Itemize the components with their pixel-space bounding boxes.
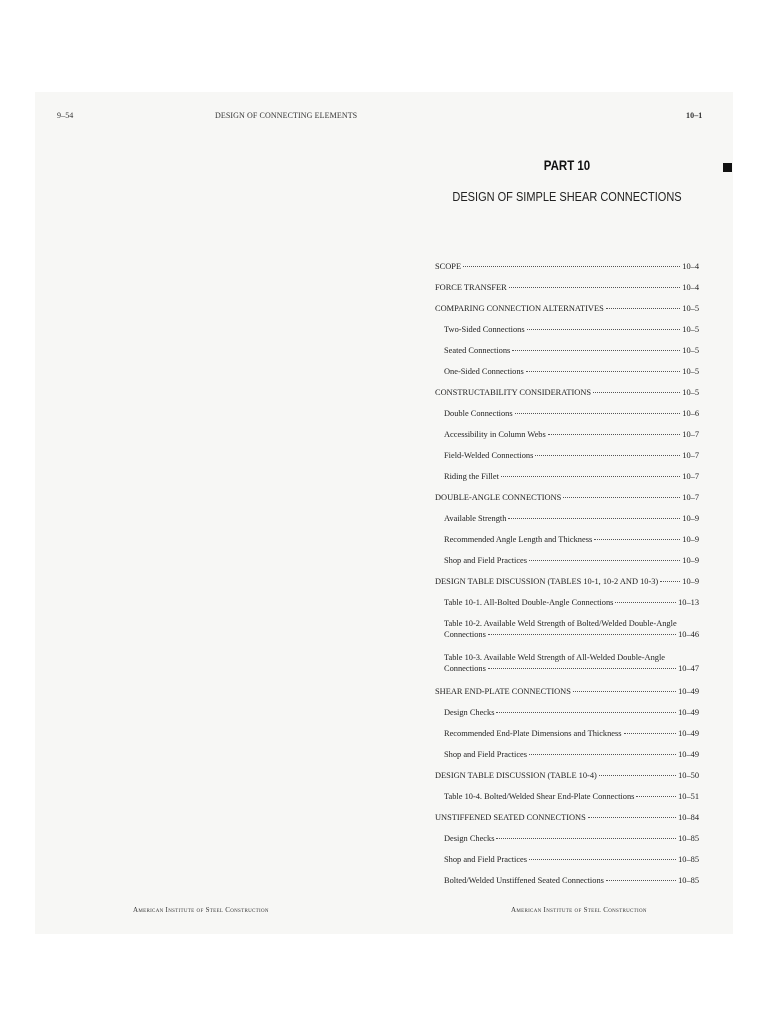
toc-entry-label: One-Sided Connections xyxy=(444,367,524,376)
toc-dot-leader xyxy=(615,602,676,603)
toc-entry[interactable] xyxy=(435,852,699,873)
toc-entry[interactable] xyxy=(435,595,699,616)
toc-page-number: 10–7 xyxy=(682,472,699,481)
toc-page-number: 10–85 xyxy=(678,855,699,864)
toc-page-number: 10–46 xyxy=(678,630,699,639)
toc-page-number: 10–49 xyxy=(678,729,699,738)
toc-entry-label: Bolted/Welded Unstiffened Seated Connections xyxy=(444,876,604,885)
toc-entry-label: Seated Connections xyxy=(444,346,511,355)
toc-page-number: 10–85 xyxy=(678,834,699,843)
toc-dot-leader xyxy=(529,859,676,860)
toc-dot-leader xyxy=(529,754,676,755)
toc-entry-label: DESIGN TABLE DISCUSSION (TABLE 10-4) xyxy=(435,771,597,780)
toc-dot-leader xyxy=(624,733,677,734)
toc-page-number: 10–6 xyxy=(682,409,699,418)
toc-entry[interactable] xyxy=(435,364,699,385)
toc-entry[interactable] xyxy=(435,684,699,705)
toc-entry[interactable] xyxy=(435,873,699,894)
toc-dot-leader xyxy=(488,668,676,669)
toc-entry-label: CONSTRUCTABILITY CONSIDERATIONS xyxy=(435,388,592,397)
toc-entry-label: COMPARING CONNECTION ALTERNATIVES xyxy=(435,304,604,313)
toc-entry[interactable] xyxy=(435,747,699,768)
toc-page-number: 10–7 xyxy=(682,451,699,460)
toc-dot-leader xyxy=(573,691,676,692)
toc-dot-leader xyxy=(496,712,676,713)
toc-dot-leader xyxy=(535,455,680,456)
right-page-number: 10–1 xyxy=(686,111,703,120)
toc-dot-leader xyxy=(527,329,681,330)
toc-dot-leader xyxy=(496,838,676,839)
toc-entry[interactable] xyxy=(435,616,699,650)
toc-dot-leader xyxy=(636,796,676,797)
toc-entry[interactable] xyxy=(435,343,699,364)
toc-entry[interactable] xyxy=(435,726,699,747)
toc-dot-leader xyxy=(515,413,681,414)
toc-dot-leader xyxy=(593,392,680,393)
toc-entry-label: Shop and Field Practices xyxy=(444,855,528,864)
toc-entry-label: Recommended End-Plate Dimensions and Thickness xyxy=(444,729,622,738)
toc-entry-label-continued: Connections xyxy=(444,630,486,639)
toc-entry[interactable] xyxy=(435,574,699,595)
toc-page-number: 10–50 xyxy=(678,771,699,780)
toc-dot-leader xyxy=(563,497,680,498)
toc-entry[interactable] xyxy=(435,301,699,322)
toc-entry[interactable] xyxy=(435,427,699,448)
toc-dot-leader xyxy=(606,880,676,881)
toc-dot-leader xyxy=(594,539,680,540)
toc-entry-label: Available Strength xyxy=(444,514,507,523)
toc-dot-leader xyxy=(606,308,680,309)
toc-entry[interactable] xyxy=(435,322,699,343)
toc-entry[interactable] xyxy=(435,650,699,684)
toc-dot-leader xyxy=(529,560,680,561)
toc-entry[interactable] xyxy=(435,768,699,789)
left-running-head: DESIGN OF CONNECTING ELEMENTS xyxy=(215,111,358,120)
left-page-number: 9–54 xyxy=(57,111,74,120)
toc-entry-label: Two-Sided Connections xyxy=(444,325,525,334)
toc-page-number: 10–51 xyxy=(678,792,699,801)
toc-dot-leader xyxy=(508,518,680,519)
toc-page-number: 10–7 xyxy=(682,430,699,439)
toc-page-number: 10–5 xyxy=(682,388,699,397)
toc-page-number: 10–13 xyxy=(678,598,699,607)
toc-page-number: 10–9 xyxy=(682,556,699,565)
toc-entry-label: Shop and Field Practices xyxy=(444,750,528,759)
toc-entry[interactable] xyxy=(435,385,699,406)
toc-page-number: 10–4 xyxy=(682,262,699,271)
toc-entry[interactable] xyxy=(435,448,699,469)
toc-dot-leader xyxy=(588,817,676,818)
toc-dot-leader xyxy=(509,287,680,288)
left-footer: American Institute of Steel Construction xyxy=(133,906,269,914)
right-footer: American Institute of Steel Construction xyxy=(511,906,647,914)
toc-entry[interactable] xyxy=(435,469,699,490)
toc-page-number: 10–85 xyxy=(678,876,699,885)
toc-entry-label: Design Checks xyxy=(444,834,495,843)
toc-page-number: 10–84 xyxy=(678,813,699,822)
toc-page-number: 10–9 xyxy=(682,535,699,544)
toc-dot-leader xyxy=(599,775,676,776)
toc-page-number: 10–5 xyxy=(682,346,699,355)
toc-dot-leader xyxy=(660,581,680,582)
toc-entry-label: Recommended Angle Length and Thickness xyxy=(444,535,593,544)
toc-entry-label: Table 10-2. Available Weld Strength of Bolted/Welded Double-Angle xyxy=(444,619,677,628)
toc-entry[interactable] xyxy=(435,511,699,532)
toc-entry[interactable] xyxy=(435,406,699,427)
toc-page-number: 10–7 xyxy=(682,493,699,502)
toc-entry-label: DESIGN TABLE DISCUSSION (TABLES 10-1, 10-2 AND 10-3) xyxy=(435,577,659,586)
toc-entry[interactable] xyxy=(435,789,699,810)
toc-dot-leader xyxy=(463,266,680,267)
toc-page-number: 10–5 xyxy=(682,325,699,334)
toc-page-number: 10–49 xyxy=(678,708,699,717)
toc-entry[interactable] xyxy=(435,259,699,280)
toc-entry-label: Riding the Fillet xyxy=(444,472,499,481)
toc-page-number: 10–47 xyxy=(678,664,699,673)
toc-entry-label: DOUBLE-ANGLE CONNECTIONS xyxy=(435,493,562,502)
toc-entry[interactable] xyxy=(435,553,699,574)
section-marker-square xyxy=(723,163,732,172)
toc-dot-leader xyxy=(526,371,680,372)
toc-entry[interactable] xyxy=(435,490,699,511)
toc-page-number: 10–5 xyxy=(682,304,699,313)
toc-page-number: 10–4 xyxy=(682,283,699,292)
part-subtitle: DESIGN OF SIMPLE SHEAR CONNECTIONS xyxy=(452,190,682,204)
toc-entry[interactable] xyxy=(435,705,699,726)
toc-entry-label: Accessibility in Column Webs xyxy=(444,430,546,439)
toc-entry-label: SHEAR END-PLATE CONNECTIONS xyxy=(435,687,571,696)
toc-entry[interactable] xyxy=(435,810,699,831)
toc-entry[interactable] xyxy=(435,280,699,301)
part-title: PART 10 xyxy=(543,157,591,173)
toc-page-number: 10–49 xyxy=(678,750,699,759)
toc-dot-leader xyxy=(488,634,676,635)
toc-dot-leader xyxy=(512,350,680,351)
toc-entry-label-continued: Connections xyxy=(444,664,486,673)
toc-entry[interactable] xyxy=(435,831,699,852)
toc-dot-leader xyxy=(501,476,680,477)
toc-entry-label: Table 10-3. Available Weld Strength of All-Welded Double-Angle xyxy=(444,653,666,662)
toc-entry-label: Double Connections xyxy=(444,409,513,418)
toc-entry[interactable] xyxy=(435,532,699,553)
toc-entry-label: Field-Welded Connections xyxy=(444,451,534,460)
toc-page-number: 10–49 xyxy=(678,687,699,696)
toc-entry-label: SCOPE xyxy=(435,262,462,271)
toc-page-number: 10–9 xyxy=(682,577,699,586)
table-of-contents xyxy=(435,259,699,894)
toc-entry-label: UNSTIFFENED SEATED CONNECTIONS xyxy=(435,813,586,822)
toc-dot-leader xyxy=(548,434,680,435)
toc-entry-label: Design Checks xyxy=(444,708,495,717)
toc-entry-label: Shop and Field Practices xyxy=(444,556,528,565)
toc-entry-label: Table 10-4. Bolted/Welded Shear End-Plate Connections xyxy=(444,792,635,801)
toc-entry-label: FORCE TRANSFER xyxy=(435,283,507,292)
toc-page-number: 10–5 xyxy=(682,367,699,376)
toc-entry-label: Table 10-1. All-Bolted Double-Angle Connections xyxy=(444,598,614,607)
toc-page-number: 10–9 xyxy=(682,514,699,523)
